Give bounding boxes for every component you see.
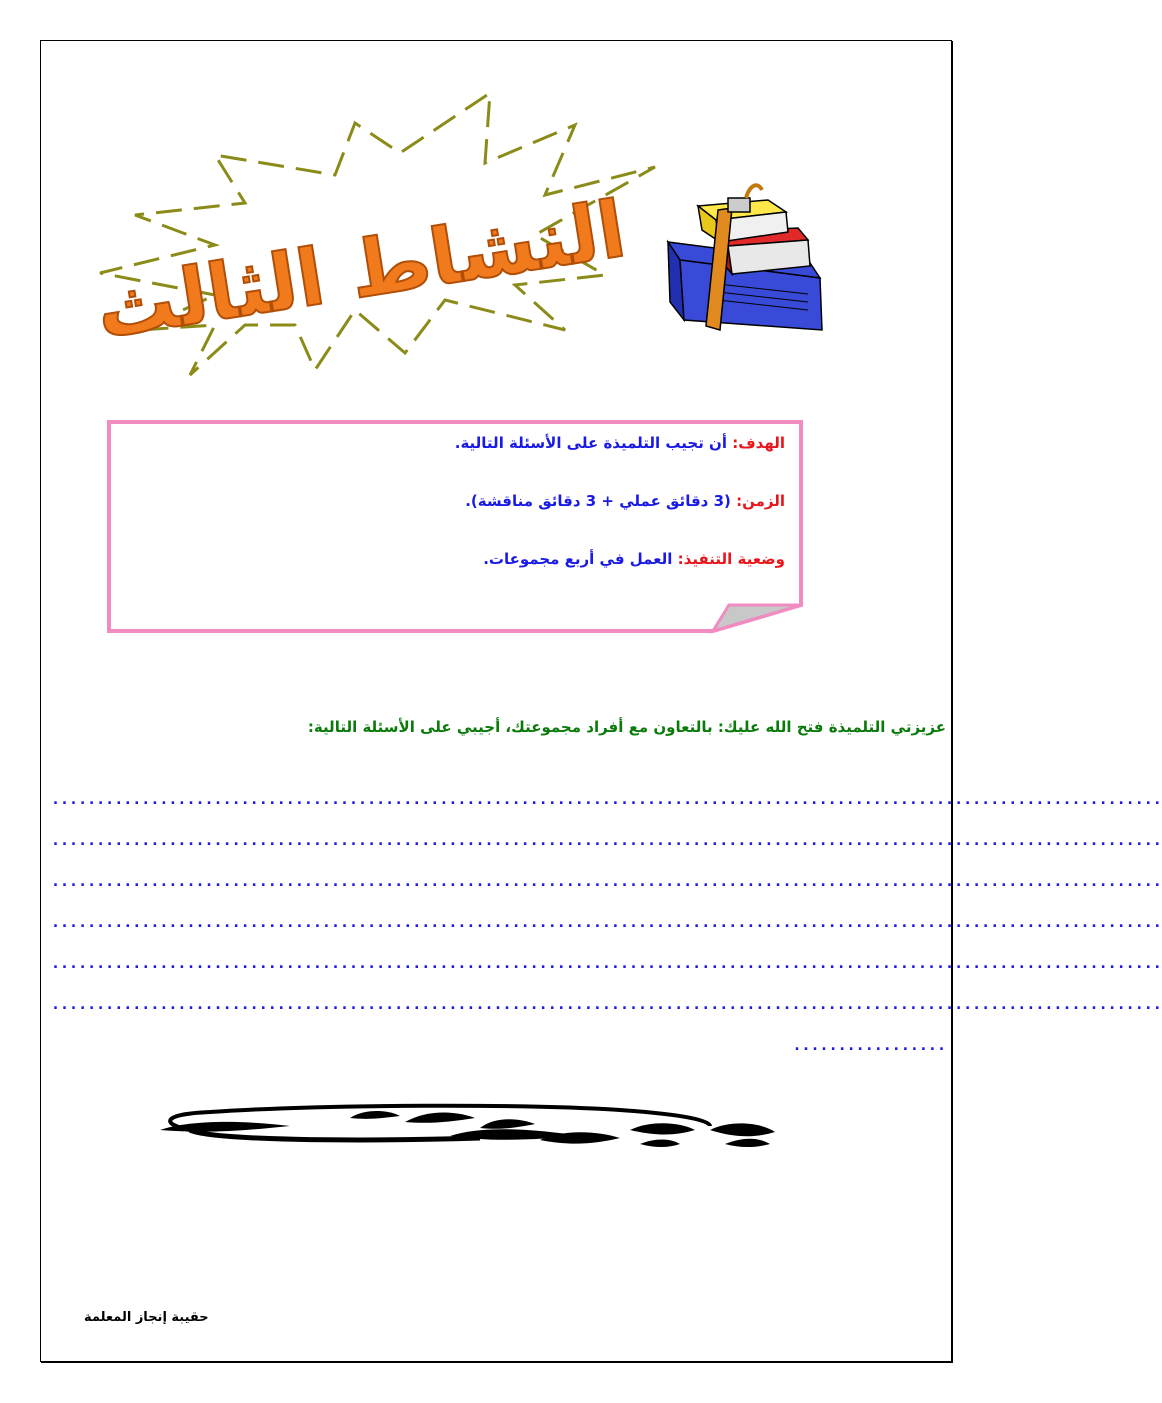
answer-line: ........................................................................................................................... (51, 831, 1162, 849)
answer-line: ........................................................................................................................... (51, 913, 1162, 931)
answer-line: ........................................................................................................................... (51, 790, 1162, 808)
answer-line: ........................................................................................................................... (51, 954, 1162, 972)
goal-line (455, 434, 785, 452)
answer-line: ........................................................................................................................... (51, 872, 1162, 890)
time-label: الزمن: (736, 492, 785, 510)
goal-label: الهدف: (732, 434, 785, 452)
answer-line: ................. (792, 1036, 946, 1054)
mode-value: العمل في أربع مجموعات. (483, 550, 673, 568)
goal-value: أن تجيب التلميذة على الأسئلة التالية. (454, 434, 727, 452)
title-burst (90, 85, 632, 380)
books-icon (658, 180, 826, 335)
ornament-flourish (150, 1100, 780, 1160)
mode-line (483, 550, 785, 568)
answer-line: ........................................................................................................................... (51, 995, 1162, 1013)
activity-title: النشاط الثالث (90, 184, 632, 358)
objective-box (107, 420, 803, 633)
mode-label: وضعية التنفيذ: (677, 550, 785, 568)
footer-text: حقيبة إنجاز المعلمة (84, 1310, 209, 1325)
time-line (465, 492, 785, 510)
time-value: (3 دقائق عملي + 3 دقائق مناقشة). (465, 492, 731, 510)
instruction-text: عزيزتي التلميذة فتح الله عليك: بالتعاون مع أفراد مجموعتك، أجيبي على الأسئلة التالية: (307, 718, 946, 736)
